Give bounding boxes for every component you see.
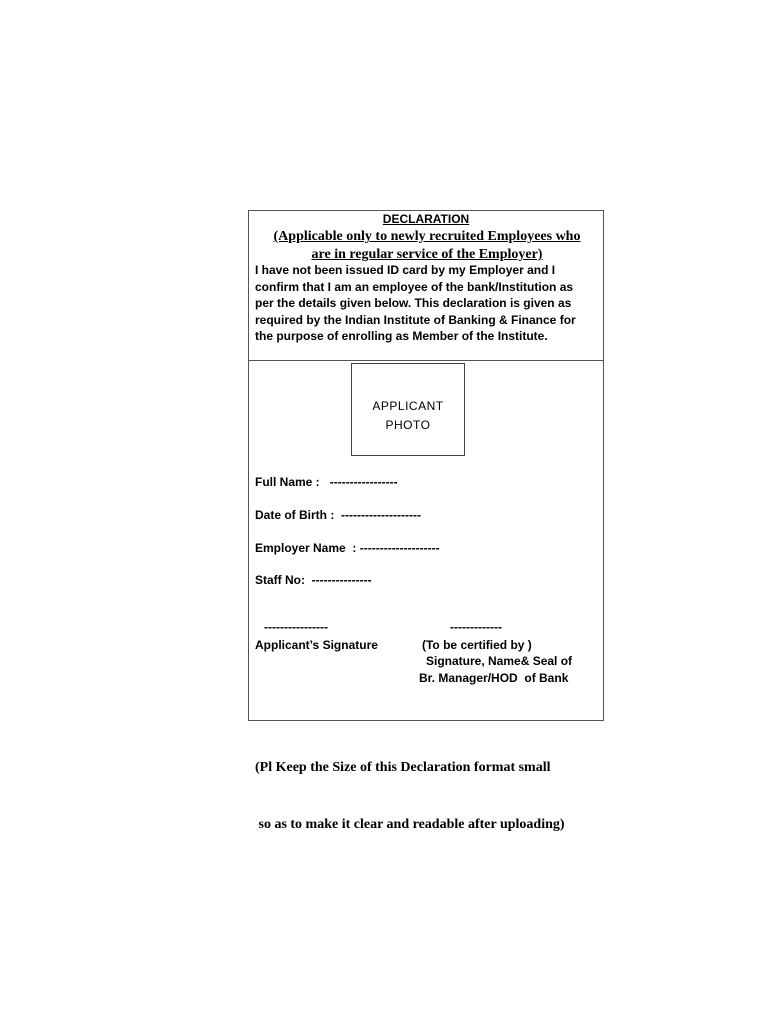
staff-no-blank: --------------- (311, 573, 372, 587)
intro-line: confirm that I am an employee of the bank/Institution as (255, 279, 574, 294)
applicant-signature-label: Applicant’s Signature (255, 638, 378, 652)
declaration-title: DECLARATION (382, 212, 470, 226)
intro-line: the purpose of enrolling as Member of the Institute. (255, 329, 548, 344)
size-note (255, 720, 565, 853)
certifier-label-line-1: (To be certified by ) (422, 638, 532, 652)
photo-label-line-2: PHOTO (385, 418, 431, 432)
applicant-photo-placeholder (351, 363, 465, 456)
intro-line: required by the Indian Institute of Banking & Finance for (255, 312, 576, 327)
dob-field (255, 508, 421, 522)
full-name-blank: ----------------- (329, 475, 398, 489)
staff-no-field (255, 573, 372, 587)
photo-label-line-1: APPLICANT (372, 399, 444, 413)
employer-name-label: Employer Name : (255, 541, 357, 555)
full-name-label: Full Name : (255, 475, 320, 489)
note-line-2: so as to make it clear and readable after uploading) (255, 817, 565, 832)
employer-name-field (255, 541, 440, 555)
certifier-label-line-2: Signature, Name& Seal of (426, 654, 573, 668)
employer-name-blank: -------------------- (359, 541, 440, 555)
declaration-subtitle (252, 228, 602, 264)
note-line-1: (Pl Keep the Size of this Declaration format small (255, 760, 551, 775)
full-name-field (255, 475, 398, 489)
declaration-text (255, 262, 600, 345)
subtitle-line-1: (Applicable only to newly recruited Employees who (273, 229, 581, 244)
dob-label: Date of Birth : (255, 508, 335, 522)
intro-line: per the details given below. This declaration is given as (255, 296, 572, 311)
certifier-label-line-3: Br. Manager/HOD of Bank (419, 671, 569, 685)
subtitle-line-2: are in regular service of the Employer) (311, 247, 543, 262)
dob-blank: -------------------- (341, 508, 421, 522)
intro-line: I have not been issued ID card by my Employer and I (255, 263, 556, 277)
applicant-signature-blank: ---------------- (264, 620, 328, 634)
staff-no-label: Staff No: (255, 573, 305, 587)
certifier-signature-blank: ------------- (450, 620, 502, 634)
